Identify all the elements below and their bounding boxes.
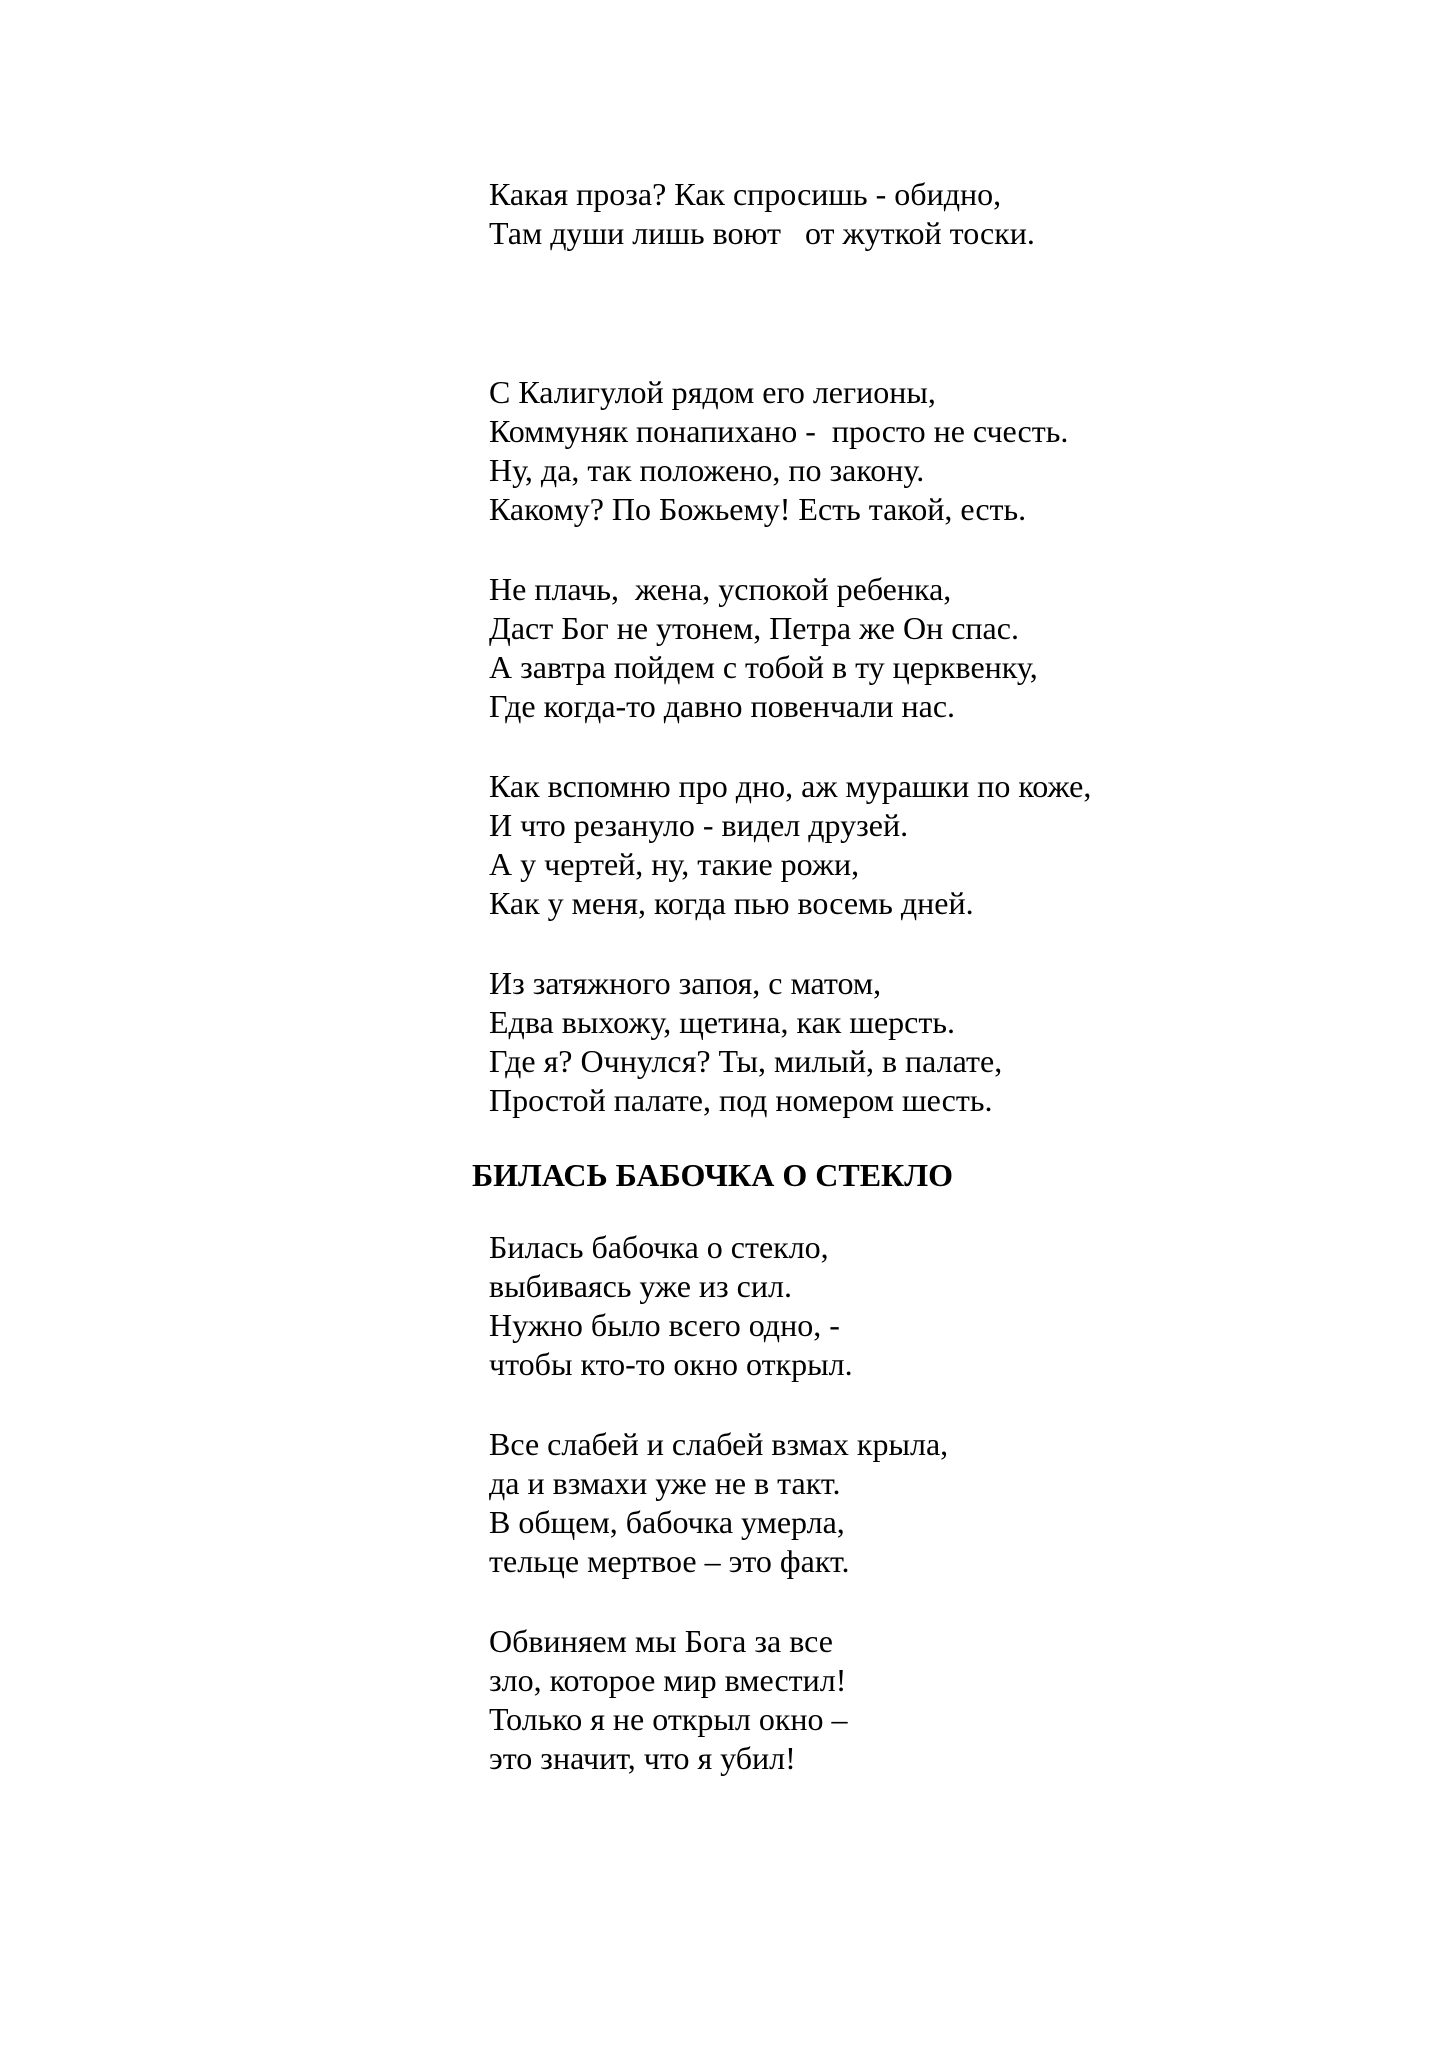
poem-line: Простой палате, под номером шесть.: [489, 1082, 993, 1118]
poem1-stanza-1: [489, 175, 1035, 253]
poem2-stanza-2: [489, 1425, 948, 1581]
poem-line: Нужно было всего одно, -: [489, 1307, 840, 1343]
poem1-stanza-5: [489, 964, 1002, 1120]
poem-line: Обвиняем мы Бога за все: [489, 1623, 833, 1659]
poem-line: Только я не открыл окно –: [489, 1701, 848, 1737]
poem-line: Билась бабочка о стекло,: [489, 1229, 829, 1265]
poem-line: да и взмахи уже не в такт.: [489, 1465, 841, 1501]
poem-line: тельце мертвое – это факт.: [489, 1543, 850, 1579]
poem-line: Все слабей и слабей взмах крыла,: [489, 1426, 949, 1462]
poem-line: это значит, что я убил!: [489, 1740, 796, 1776]
poem-line: Как вспомню про дно, аж мурашки по коже,: [489, 768, 1092, 804]
poem-line: выбиваясь уже из сил.: [489, 1268, 792, 1304]
poem-line: Ну, да, так положено, по закону.: [489, 452, 925, 488]
poem2-stanza-3: [489, 1622, 848, 1778]
poem-line: А у чертей, ну, такие рожи,: [489, 846, 860, 882]
poem-line: зло, которое мир вместил!: [489, 1662, 847, 1698]
poem-line: Какая проза? Как спросишь - обидно,: [489, 176, 1002, 212]
poem-line: Едва выхожу, щетина, как шерсть.: [489, 1004, 955, 1040]
poem-line: Не плачь, жена, успокой ребенка,: [489, 571, 952, 607]
poem-line: Как у меня, когда пью восемь дней.: [489, 885, 974, 921]
poem1-stanza-3: [489, 570, 1038, 726]
poem-title: БИЛАСЬ БАБОЧКА О СТЕКЛО: [472, 1157, 953, 1193]
poem-line: В общем, бабочка умерла,: [489, 1504, 845, 1540]
poem-line: Какому? По Божьему! Есть такой, есть.: [489, 491, 1027, 527]
poem-line: Где когда-то давно повенчали нас.: [489, 688, 956, 724]
poem-line: Где я? Очнулся? Ты, милый, в палате,: [489, 1043, 1003, 1079]
poem-line: Коммуняк понапихано - просто не счесть.: [489, 413, 1069, 449]
poem-line: А завтра пойдем с тобой в ту церквенку,: [489, 649, 1038, 685]
poem-line: чтобы кто-то окно открыл.: [489, 1346, 853, 1382]
poem-line: Даст Бог не утонем, Петра же Он спас.: [489, 610, 1019, 646]
poem2-stanza-1: [489, 1228, 853, 1384]
poem-line: И что резануло - видел друзей.: [489, 807, 909, 843]
poem-line: Из затяжного запоя, с матом,: [489, 965, 882, 1001]
poem-line: С Калигулой рядом его легионы,: [489, 374, 936, 410]
poem-line: Там души лишь воют от жуткой тоски.: [489, 215, 1035, 251]
poem1-stanza-4: [489, 767, 1091, 923]
poem1-stanza-2: [489, 373, 1068, 529]
